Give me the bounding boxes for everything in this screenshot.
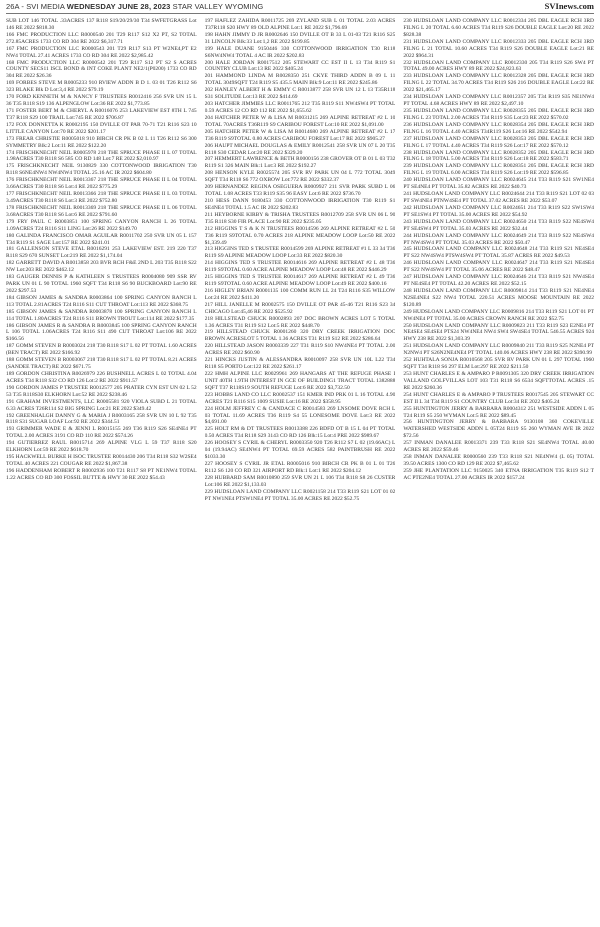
header-rule — [6, 13, 594, 14]
tax-notice-entry: SUB LOT 146 TOTAL .33ACRES 137 R118 S19/20/29/30 T34 SWFETGRASS Lot 146 RE 2022 $818.30 — [6, 18, 197, 31]
tax-notice-entry: 211 HEYBORNE KIRBY & TRISHA TRUSTEES R0012709 258 SVR UN 06 L 90 T35 R118 S30 FIR PLACE Lot:90 RE 2022 $235.05 — [204, 211, 396, 225]
column-2 — [205, 18, 396, 923]
legal-notice-columns — [6, 18, 594, 923]
tax-notice-entry: 196 HADDENHAM ROBERT R R0002936 100 T21 R117 S8 PT NE1NW4 TOTAL 1.22 ACRES CO RD 300 FOSSIL BUTTE & HWY 30 RE 2022 $54.43 — [6, 467, 197, 481]
tax-notice-entry: 185 GIBSON JAMES & SANDRA R0003878 100 SPRING CANYON RANCH L 114 TOTAL 1.80ACRES T24 R116 S11 BROWN TROUT Lot:114 RE 2022 $177.35 — [6, 308, 197, 322]
tax-notice-entry: 259 JHE PLANTATION LLC 9150025 340 ETNA IRRIGATION T35 R119 S12 T AC PTE2NE4 TOTAL 27.00 ACRES IR 2022 $157.24 — [403, 467, 594, 481]
tax-notice-entry: 188 GOMM STEVEN B R0003067 218 T30 R118 S17 L 02 PT TOTAL 8.21 ACRES (SANDEE TRACT) RE 2022 $671.75 — [6, 357, 197, 371]
tax-notice-entry: 221 HINCKS JUSTIN & ALESSANDRA R0010097 258 SVR UN 10L L22 T34 R118 S5 PORTO Lot:122 RE 2022 $261.17 — [204, 357, 396, 371]
tax-notice-entry: 254 HUNT CHARLES E & AMPARO P TRUSTEES R0017545 205 STEWART CC EST II L 34 T34 R119 S1 COUNTRY CLUB Lot:34 RE 2022 $405.24 — [403, 391, 594, 405]
tax-notice-entry: 200 HALE JORDAN R0017512 205 STEWART CC EST II L 13 T34 R119 S1 COUNTRY CLUB Lot:13 RE 2022 $405.24 — [204, 59, 396, 73]
tax-notice-entry: 239 HUDSLOAN LAND COMPANY LLC R0028351 205 DBL EAGLE RCH 3RD FILNG L 19 TOTAL 6.00 ACRES T34 R119 S26 Lot:19 RE 2022 $596.85 — [403, 163, 594, 177]
tax-notice-entry: 223 HOBBS LAND CO LLC R0002537 151 KMER IND PRK 01 L 16 TOTAL 4.90 ACRES T21 R116 S15 1009 SUSIE Lot:16 RE 2022 $358.95 — [204, 391, 396, 405]
tax-notice-entry: 212 HIGGINS T S & K N TRUSTEES R0014596 269 ALPINE RETREAT #2 L 50 T36 R119 S9TOTAL 0.70 ACRES 218 ALPINE MEADOW LOOP Lot:50 RE 2022 $1,339.49 — [204, 225, 396, 246]
tax-notice-entry: 249 HUDSLOAN LAND COMPANY LLC R0009816 214 T33 R119 S21 LOT 01 PT NW4NE4 PT TOTAL 35.00 ACRES CROWN RANCH RE 2022 $52.75 — [403, 308, 594, 322]
tax-notice-entry: 184 GIBSON JAMES & SANDRA R0003864 100 SPRING CANYON RANCH L 113 TOTAL 2.81ACRES T24 R116 S11 CUT THROAT Lot:113 RE 2022 $368.75 — [6, 294, 197, 308]
tax-notice-entry: 214 HIGGINS TED S TRUSTEE R0014616 269 ALPINE RETREAT #2 L 48 T36 R119 S9TOTAL 0.60 ACRE ALPINE MEADOW LOOP Lot:48 RE 2022 $446.29 — [204, 260, 396, 274]
tax-notice-entry: 246 HUDSLOAN LAND COMPANY LLC R0024647 214 T33 R119 S21 NE4SE4 PT S22 NW4SW4 PT TOTAL 35.06 ACRES RE 2022 $48.47 — [403, 260, 594, 274]
tax-notice-entry: 220 HILLSTEAD JASON R0003339 227 T31 R119 S10 NW4NE4 PT TOTAL 2.00 ACRES RE 2022 $60.90 — [204, 343, 396, 357]
tax-notice-entry: 244 HUDSLOAN LAND COMPANY LLC R0024649 214 T33 R119 S22 NE4SW4 PT NW4SW4 PT TOTAL 35.03 ACRES RE 2022 $50.47 — [403, 232, 594, 246]
tax-notice-entry: 203 HATCHER JIMMIES LLC R0011765 212 T35 R119 S11 NW4SW4 PT TOTAL 0.59 ACRES 12 CO RD 112 RE 2022 $1,655.62 — [204, 101, 396, 114]
tax-notice-entry: 168 FMC PRODUCTION LLC R0000542 201 T29 R117 S12 PT S2 S ACRES COUNTY SECS11 ISCL BOND & INT COKE PLANT NE2/1(P0200) 1733 CO RD 304 RE 2022 $26.36 — [6, 59, 197, 80]
tax-notice-entry: 182 GARRETT DAVID A R0013858 203 BVR RCH F&E 2ND L 203 T35 R118 S22 NW Lot:203 RE 2022 $462.12 — [6, 260, 197, 274]
tax-notice-entry: 222 HMH ALPINE LLC R0029961 269 HANGARS AT THE REFUGE PHASE I UNIT 40TH 1.9TH INTEREST IN GCE OF BUILDING1 TRACT TOTAL 1382888 SQFT T37 R118S19 SOUTH REFUGE Lot:6 RE 2022 $3,732.50 — [204, 371, 396, 391]
tax-notice-entry: 178 FRISCHKNECHT NEIL R0013369 218 THE SPRUCE PHASE II L 06 TOTAL 3.68ACRES T30 R118 S6 Lot:6 RE 2022 $791.60 — [6, 204, 197, 218]
tax-notice-entry: 217 HILL JANELLE M R0002575 150 DVILLE OT PAR 45-46 T21 R116 S23 34 CHICAGO Lot:45,46 RE 2022 $525.92 — [204, 301, 396, 315]
tax-notice-entry: 216 HIGLEY BRIAN R0001135 100 COMM RUN LL 24 T24 R116 S35 WILLOW Lot:24 RE 2022 $411.20 — [204, 287, 396, 301]
column-3 — [403, 18, 594, 923]
tax-notice-entry: 172 FOX DONNETTA K R0002195 150 DVILLE OT PAR 70-71 T21 R116 S23 10 LITTLE CANYON Lot:70 RE 2022 $201.17 — [6, 121, 197, 135]
tax-notice-entry: 187 GOMM STEVEN B R0003024 218 T30 R118 S17 L 02 PT TOTAL 1.60 ACRES (BEN TRACT) RE 2022 $166.92 — [6, 343, 197, 357]
tax-notice-entry: 202 HANLEY ALBERT H & EMMY C R0013877 258 SVR UN 12 L 13 T35R118 S31 SOLITUDE Lot:13 RE 2022 $414.69 — [204, 87, 396, 101]
tax-notice-entry: 253 HUNT CHARLES E & AMPARO P R0091305 320 DRY CREEK IRRIGATION VALLAND GOLFVILLAS LOT 103 T31 R118 S6 6534 SQFTTOTAL ACRES .15 RE 2022 $260.36 — [403, 371, 594, 391]
tax-notice-entry: 177 FRISCHKNECHT NEIL R0013366 218 THE SPRUCE PHASE II L 03 TOTAL 3.49ACRES T30 R118 S6 Lot:3 RE 2022 $752.80 — [6, 191, 197, 204]
tax-notice-entry: 258 INMAN DANALEE R0000560 239 T33 R118 S21 NE4NW4 (L 05) TOTAL 39.50 ACRES 1300 CO RD 129 RE 2022 $7,465.62 — [403, 454, 594, 467]
tax-notice-entry: 257 INMAN DANALEE R0013371 239 T33 R118 S21 SE4NW4 TOTAL 40.00 ACRES RE 2022 $59.46 — [403, 440, 594, 454]
tax-notice-entry: 235 HUDSLOAN LAND COMPANY LLC R0028355 205 DBL EAGLE RCH 3RD FILNG L 23 TOTAL 2.00 ACRES T34 R119 S35 Lot:23 RE 2022 $570.02 — [403, 107, 594, 121]
tax-notice-entry: 210 HESS DANN 9180453 330 COTTONWOOD IRRIGATION T30 R119 S1 SE4NE4 TOTAL 1.5 AC IR 2022 $202.83 — [204, 197, 396, 211]
tax-notice-entry: 169 FORBES STEVE M R0005233 910 RVIEW ADDN B D 1. 03 01 T26 R112 S6 323 BLAKE Blk D Lot:3,4 RE 2022 $79.19 — [6, 80, 197, 94]
tax-notice-entry: 201 HAMMOND LINDA M R0028350 251 CKYE THIRD ADDN B 09 L 11 TOTAL 3049SQFT T24 R119 S5 435.5 MAIN Blk:9 Lot:11 RE 2022 $245.86 — [204, 73, 396, 87]
tax-notice-entry: 242 HUDSLOAN LAND COMPANY LLC R0024651 214 T33 R119 S22 SW1SW4 PT SE1SW4 PT TOTAL 35.00 ACRES RE 2022 $54.92 — [403, 204, 594, 218]
tax-notice-entry: 174 FRISCHKNECHT NEIL R0005978 218 THE SPRUCE PHASE II L 07 TOTAL 1.98ACRES T30 R118 S6 585 CO RD 148 Lot:7 RE 2022 $2,010.97 — [6, 149, 197, 163]
tax-notice-entry: 236 HUDSLOAN LAND COMPANY LLC R0028354 205 DBL EAGLE RCH 3RD FILNG L 16 TOTAL 4.40 ACRES T34R119 S26 Lot:16 RE 2022 $542.94 — [403, 121, 594, 135]
tax-notice-entry: 191 GRAHAM INVESTMENTS, LLC R0005581 920 VIOLA SUBD L 21 TOTAL 6.33 ACRES T26R114 S2 BIG SPRING Lot:21 RE 2022 $349.42 — [6, 398, 197, 412]
tax-notice-entry: 205 HATCHER PETER W & LISA M R0014680 269 ALPINE RETREAT #2 L 17 T36 R119 S9TOTAL 0.80 ACRES CARIBOU FOREST Lot:17 RE 2022 $905.27 — [204, 128, 396, 142]
tax-notice-entry: 179 FRY PAUL C R0003851 100 SPRING CANYON RANCH L 26 TOTAL 1.09ACRES T24 R116 S11 LING Lot:26 RE 2022 $149.70 — [6, 218, 197, 232]
tax-notice-entry: 171 FOSTER BERT M & CHERYL A R0016076 253 LAKEVIEW EST 8TH L 745 T37 R118 S29 100 TRAIL Lot:745 RE 2022 $706.87 — [6, 107, 197, 121]
tax-notice-entry: 197 HAFLEZ ZAHIDA R0011725 269 ZYLAND SUB L 01 TOTAL 2.03 ACRES T37R118 S20 HWY 89 OLD ALPINE Lot:1 RE 2022 $1,796.69 — [204, 18, 396, 31]
column-1 — [6, 18, 197, 923]
tax-notice-entry: 189 GORDON CHRISTINA R0026979 226 BUSHNELL ACRES L 02 TOTAL 4.04 ACRES T34 R118 S32 CO RD 126 Lot:2 RE 2022 $911.57 — [6, 371, 197, 384]
tax-notice-entry: 175 FRISCHKNECHT NEIL 9130829 330 COTTONWOOD IRRIGATION T30 R118 S6NE4NW4 NW4NW4 TOTAL 25.16 AC IR 2022 $604.80 — [6, 163, 197, 177]
tax-notice-entry: 231 HUDSLOAN LAND COMPANY LLC R0012333 205 DBL EAGLE RCH 3RD FILNG L 21 TOTAL 10.60 ACRES T34 R119 S26 DOUBLE EAGLE Lot:21 RE 2022 $964.31 — [403, 38, 594, 59]
tax-notice-entry: 204 HATCHER PETER W & LISA M R0031215 269 ALPINE RETREAT #2 L 10 TOTAL 70ACRES T36R119 S9 CARIBOU FOREST Lot:10 RE 2022 $1,091.00 — [204, 114, 396, 128]
header-dateline — [6, 2, 263, 11]
tax-notice-entry: 180 GALINDA FRANCISCO OMAR AGUILAR R0011702 250 SVR UN 05 L 157 T34 R119 S1 SAGE Lot:157 RE 2022 $241.01 — [6, 232, 197, 246]
tax-notice-entry: 252 HUHTALA SONJA R0010568 205 SVR RV PARK UN 01 L 297 TOTAL 1960 SQFT T34 R118 S6 297 ELM Lot:297 RE 2022 $211.50 — [403, 357, 594, 371]
tax-notice-entry: 215 HIGGINS TED S TRUSTEE R0014617 269 ALPINE RETREAT #2 L 49 T36 R119 S9TOTAL 0.60 ACRE ALPINE MEADOW LOOP Lot:49 RE 2022 $400.16 — [204, 274, 396, 288]
tax-notice-entry: 176 FRISCHKNECHT NEIL R0013367 218 THE SPRUCE PHASE II L 04 TOTAL 3.66ACRES T30 R118 S6 Lot:4 RE 2022 $775.29 — [6, 177, 197, 191]
tax-notice-entry: 248 HUDSLOAN LAND COMPANY LLC R0009814 214 T33 R119 S21 NE4NE4 N2SE4NE4 S22 NW4 TOTAL 220.51 ACRES MOOSE MOUNTAIN RE 2022 $120.89 — [403, 287, 594, 308]
page-label: 26A - SVI MEDIA — [6, 2, 65, 11]
publication-date: WEDNESDAY JUNE 28, 2023 — [66, 2, 171, 11]
tax-notice-entry: 245 HUDSLOAN LAND COMPANY LLC R0024648 214 T33 R119 S21 NE4SE4 PT S22 NW4SW4 PTSW4SW4 PT TOTAL 35.87 ACRES RE 2022 $49.53 — [403, 246, 594, 260]
tax-notice-entry: 190 GORDON JAMES P TRUSTEE R0012577 205 PRATER CYN EST UN 02 L 52 53 T35 R118S30 ELKHORN Lot:52 RE 2022 $238.46 — [6, 384, 197, 398]
tax-notice-entry: 240 HUDSLOAN LAND COMPANY LLC R0024645 214 T33 R119 S21 SW1NE4 PT SE4NE4 PT TOTAL 35.82 ACRES RE 2022 $40.73 — [403, 177, 594, 191]
tax-notice-entry: 167 FMC PRODUCTION LLC R0000543 201 T29 R117 S13 PT W2NE4,PT E2 NW4 TOTAL 27.41 ACRES 1733 CO RD 304 RE 2022 $2,985.42 — [6, 45, 197, 59]
tax-notice-entry: 193 GRIMMER WADE E & JENNI L R0015155 269 T36 R119 S26 SE4NE4 PT TOTAL 2.00 ACRES 3191 CO RD 110 RE 2022 $574.26 — [6, 426, 197, 440]
tax-notice-entry: 227 HOOSEY S CYRIL JR ETAL R0005016 910 BIRCH CR PK B 01 L 01 T26 R112 S6 120 CO RD 321 AIRPORT RD Blk:1 Lot:1 RE 2022 $204.12 — [204, 461, 396, 474]
tax-notice-entry: 206 HAUPT MICHAEL DOUGLAS & EMILY R0012541 258 SVR UN 07 L 20 T35 R118 S30 CEDAR Lot:20 RE 2022 $329.20 — [204, 142, 396, 156]
tax-notice-entry: 228 HUBBARD SAM R0010890 259 SVR UN 21 L 106 T34 R118 S8 26 CUSTER Lot:106 RE 2022 $1,133.03 — [204, 474, 396, 488]
tax-notice-entry: 218 HILLSTEAD CHUCK R0002893 207 DOC BROWN ACRES LOT 5 TOTAL 1.36 ACRES T31 R119 S12 Lot:5 RE 2022 $448.70 — [204, 315, 396, 329]
tax-notice-entry: 243 HUDSLOAN LAND COMPANY LLC R0024650 214 T33 R119 S22 NE4SW4 PT SE4SW4 PT TOTAL 35.03 ACRES RE 2022 $32.44 — [403, 218, 594, 232]
tax-notice-entry: 194 GUTIERREZ RAUL R0015714 269 ALPINE VLG L 59 T37 R118 S20 ELKHORN Lot:59 RE 2022 $618.70 — [6, 440, 197, 454]
tax-notice-entry: 251 HUDSLOAN LAND COMPANY LLC R0009840 211 T33 R119 S25 N2NE4 PT N2NW4 PT S26N2NE4NE4 PT TOTAL 140.06 ACRES HWY 238 RE 2022 $390.99 — [403, 343, 594, 357]
tax-notice-entry: 166 FMC PRODUCTION LLC R0000540 201 T29 R117 S12 X2 PT, S2 TOTAL 272.85ACRES 1733 CO RD 304 RE 2022 $6,317.71 — [6, 31, 197, 45]
tax-notice-entry: 225 HOLT RM & DT TRUSTEES R0013388 226 BDFD OT B 15 L 04 PT TOTAL 0.50 ACRES T34 R118 S29 3143 CO RD 126 Blk:15 Lot:4 PRE 2022 $989.67 — [204, 426, 396, 440]
tax-notice-entry: 186 GIBSON JAMES R & SANDRA R R0003845 100 SPRING CANYON RANCH L 106 TOTAL 1.06ACRES T24 R116 S11 490 CUT THROAT Lot:106 RE 2022 $166.56 — [6, 322, 197, 343]
tax-notice-entry: 224 HOLM JEFFREY C & CANDACE C R0014583 269 LNSOME DOVE RCH L 03 TOTAL 11.69 ACRES T36 R119 S4 55 LONESOME DOVE Lot:3 RE 2022 $4,691.00 — [204, 405, 396, 426]
tax-notice-entry: 230 HUDSLOAN LAND COMPANY LLC R0012334 205 DBL EAGLE RCH 3RD FILNG L 20 TOTAL 6.60 ACRES T34 R119 S26 DOUBLE EAGLE Lot:20 RE 2022 $828.38 — [403, 18, 594, 38]
site-name: SVInews.com — [544, 1, 594, 11]
tax-notice-entry: 213 HIGGINS TED S TRUSTEE R0014599 269 ALPINE RETREAT #1 L 33 34 T36 R119 S9 ALPINE MEADOW LOOP Lot:33 RE 2022 $820.30 — [204, 246, 396, 260]
tax-notice-entry: 247 HUDSLOAN LAND COMPANY LLC R0024646 214 T33 R119 S21 NW4SE4 PT NE4SE4 PT TOTAL 42.20 ACRES RE 2022 $52.15 — [403, 274, 594, 288]
tax-notice-entry: 234 HUDSLOAN LAND COMPANY LLC R0012357 205 T34 R119 S35 NE1NW4 PT TOTAL 4.68 ACRES HWY 89 RE 2022 $2,497.10 — [403, 94, 594, 108]
tax-notice-entry: 238 HUDSLOAN LAND COMPANY LLC R0028352 205 DBL EAGLE RCH 3RD FILNG L 18 TOTAL 5.00 ACRES T34 R119 S26 Lot:18 RE 2022 $583.71 — [403, 149, 594, 163]
tax-notice-entry: 233 HUDSLOAN LAND COMPANY LLC R0012328 205 DBL EAGLE RCH 3RD FILNG L 22 TOTAL 34.70 ACRES T34 R119 S26 216 DOUBLE EAGLE Lot:22 RE 2022 $21,465.17 — [403, 73, 594, 94]
tax-notice-entry: 207 HEMMERT LAWRENCE & BETH R0000156 238 GROVER OT B 01 L 03 T32 R119 S1 326 MAIN Blk:1 Lot:3 RE 2022 $192.27 — [204, 156, 396, 170]
tax-notice-entry: 209 HERNANDEZ REGINA OSEGUERA R0009927 211 SVR PARK SUBD L 06 TOTAL 1.08 ACRES T33 R119 S35 96 EASY Lot:6 RE 2022 $736.70 — [204, 184, 396, 198]
tax-notice-entry: 232 HUDSLOAN LAND COMPANY LLC R0012330 205 T34 R119 S26 SW4 PT TOTAL 49.00 ACRES HWY 89 RE 2022 $24,823.63 — [403, 59, 594, 73]
tax-notice-entry: 195 HACKWELL BURKE H ISOC TRUSTEE R0014430 206 T34 R118 S32 W2SE4 TOTAL 40 ACRES 221 COUGAR RE 2022 $1,867.38 — [6, 454, 197, 467]
tax-notice-entry: 170 FORD KENNETH M & NANCY F TRUSTEES R0012416 256 SVR UN 15 L 36 T35 R118 S19 136 ALPENGLOW Lot:36 RE 2022 $1,773.85 — [6, 94, 197, 108]
tax-notice-entry: 199 HALE DUANE 9150446 330 COTTONWOOD IRRIGATION T30 R118 S6NW4NW4 TOTAL 4 AC IR 2022 $202.83 — [204, 45, 396, 59]
tax-notice-entry: 237 HUDSLOAN LAND COMPANY LLC R0028353 205 DBL EAGLE RCH 3RD FILNG L 17 TOTAL 4.40 ACRES T34 R119 S26 Lot:17 RE 2022 $570.12 — [403, 135, 594, 149]
page-header — [0, 0, 600, 14]
tax-notice-entry: 255 HUNTINGTON JERRY & BARBARA R0004312 251 WESTSIDE ADDN L 05 T24 R119 S5 250 WYMAN Lot:5 RE 2022 $89.45 — [403, 405, 594, 419]
tax-notice-entry: 219 HILLSTEAD CHUCK R0001260 320 DRY CREEK IRRIGATION DOC BROWN ACRESLOT 5 TOTAL 1.36 ACRES T31 R119 S12 RE 2022 $286.64 — [204, 329, 396, 343]
tax-notice-entry: 192 GREENHALGH DANNY G & MARIA J R0003165 258 SVR UN 10 L 92 T35 R118 S31 SUGAR LOAF Lot:92 RE 2022 $344.51 — [6, 412, 197, 426]
tax-notice-entry: 198 HAHN JIMMY D JR R0002646 150 DVILLE OT B 33 L 01-03 T21 R116 S25 31 LINCOLN Blk:33 Lot:1,2 RE 2022 $199.85 — [204, 31, 396, 45]
tax-notice-entry: 226 HOOSEY S CYRIL & CHERYL R0003350 920 T26 R112 S7 L 02 (19.66AC) L 04 (19.94AC) SE4NW4 PT TOTAL 69.59 ACRES 582 PAINTBRUSH RE 2022 $1033.30 — [204, 440, 396, 461]
tax-notice-entry: 183 GAUGER DENNIS P & KATHLEEN S TRUSTEES R0004080 909 SSR RV PARK UN 01 L 90 TOTAL 1960 SQFT T34 R118 S6 90 BUCKBOARD Lot:90 RE 2022 $297.53 — [6, 274, 197, 294]
paper-name: STAR VALLEY WYOMING — [172, 2, 264, 11]
tax-notice-entry: 241 HUDSLOAN LAND COMPANY LLC R0024644 214 T33 R119 S21 LOT 02 03 PT SW4NE4 PTNW4SE4 PT TOTAL 37.02 ACRES RE 2022 $53.07 — [403, 191, 594, 204]
tax-notice-entry: 250 HUDSLOAN LAND COMPANY LLC R0009823 211 T33 R119 S23 E2NE4 PT NE4SE4 SE4SE4 PTS24 NW4NE4 NW4 SW4 SW4SE4 TOTAL 546.55 ACRES 924 HWY 238 RE 2022 $1,303.39 — [403, 322, 594, 343]
tax-notice-entry: 256 HUNTINGTON JERRY & BARBARA 9130108 360 COKEVILLE WATERSHED WESTSIDE ADDN L 05T24 R119 S5 260 WYMAN AVE IR 2022 $72.56 — [403, 419, 594, 440]
tax-notice-entry: 181 GALLENSON STEVE ETAL R0016291 253 LAKEVIEW EST. 219 220 T37 R118 S29 670 SUNSET Lot:219 RE 2022 $1,174.04 — [6, 246, 197, 260]
tax-notice-entry: 229 HUDSLOAN LAND COMPANY LLC R0021158 214 T33 R119 S21 LOT 01 02 PT NW1NE4 PTSW1NE4 PT TOTAL 35.00 ACRES RE 2022 $52.75 — [204, 488, 396, 502]
tax-notice-entry: 173 FREAR CHRISTIE R0005018 910 BIRCH CR PK B 02 L 11 T26 R112 S6 300 SYMMETRY Blk:2 Lot:11 RE 2022 $122.20 — [6, 135, 197, 149]
tax-notice-entry: 208 HENSON KYLE R0025574 205 SVR RV PARK UN 04 L 772 TOTAL 3049 SQFT T34 R118 S6 772 OXBOW Lot:772 RE 2022 $332.37 — [204, 170, 396, 184]
